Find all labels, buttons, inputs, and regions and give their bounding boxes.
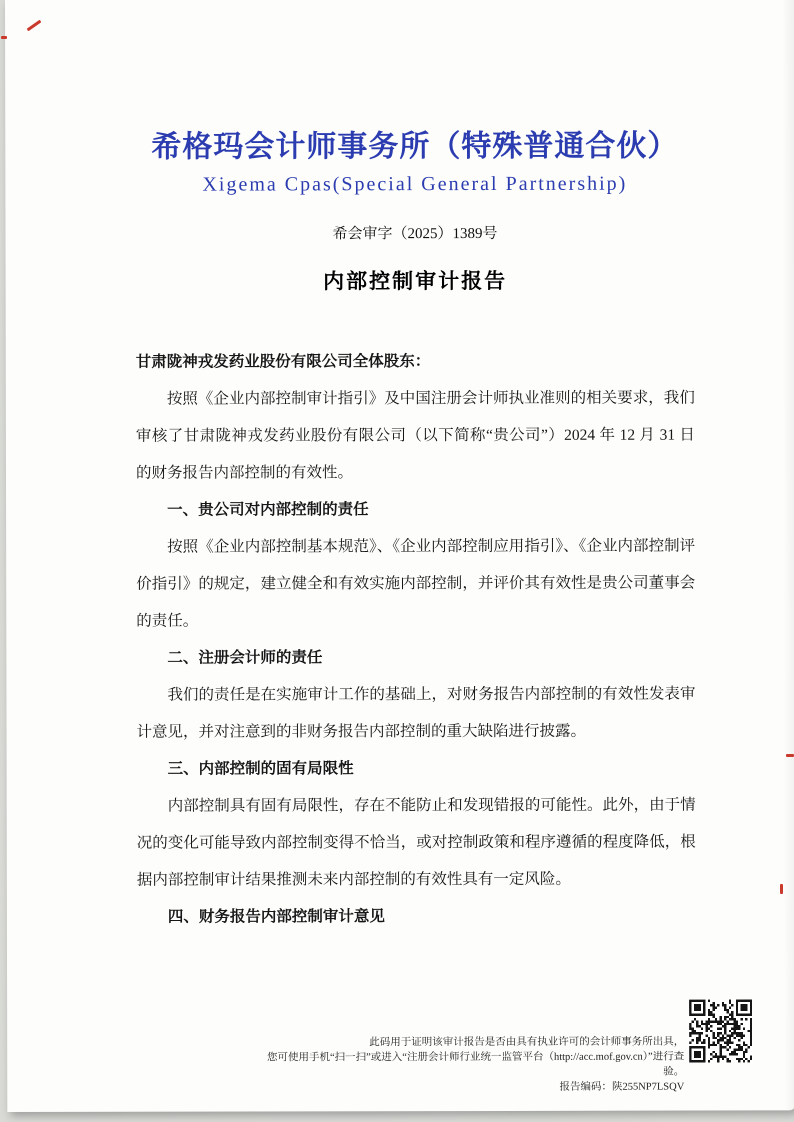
section-1-paragraph: 按照《企业内部控制基本规范》、《企业内部控制应用指引》、《企业内部控制评价指引》的规定，建立健全和有效实施内部控制，并评价其有效性是贵公司董事会的责任。 xyxy=(136,537,696,630)
section-3-paragraph: 内部控制具有固有局限性，存在不能防止和发现错报的可能性。此外，由于情况的变化可能导致内部控制变得不恰当，或对控制政策和程序遵循的程度降低，根据内部控制审计结果推测未来内部控制的有效性具有一定风险。 xyxy=(136,796,696,889)
section-4-heading: 四、财务报告内部控制审计意见 xyxy=(167,908,385,926)
intro-paragraph: 按照《企业内部控制审计指引》及中国注册会计师执业准则的相关要求，我们审核了甘肃陇神戎发药业股份有限公司（以下简称“贵公司”）2024 年 12 月 31 日的财务报告内部控制的有效性。 xyxy=(135,389,695,482)
report-body xyxy=(136,343,696,936)
firm-name-english: Xigema Cpas(Special General Partnership) xyxy=(202,172,628,196)
document-page xyxy=(5,0,794,1112)
verification-note xyxy=(252,1035,684,1096)
section-2-heading: 二、注册会计师的责任 xyxy=(167,649,323,667)
scan-artifact-mark xyxy=(786,754,794,757)
section-3-heading: 三、内部控制的固有局限性 xyxy=(167,760,354,778)
verification-text-line1: 此码用于证明该审计报告是否由具有执业许可的会计师事务所出具， xyxy=(369,1036,685,1049)
addressee-line: 甘肃陇神戎发药业股份有限公司全体股东： xyxy=(135,353,431,371)
scan-artifact-mark xyxy=(780,884,783,894)
document-number: 希会审字（2025）1389号 xyxy=(332,225,498,243)
section-2-paragraph: 我们的责任是在实施审计工作的基础上，对财务报告内部控制的有效性发表审计意见，并对注意到的非财务报告内部控制的重大缺陷进行披露。 xyxy=(136,685,696,741)
report-code: 报告编码：陕255NP7LSQV xyxy=(559,1081,685,1093)
report-title: 内部控制审计报告 xyxy=(323,269,508,294)
scan-artifact-mark xyxy=(1,36,7,39)
section-1-heading: 一、贵公司对内部控制的责任 xyxy=(167,501,369,519)
verification-text-line2: 您可使用手机“扫一扫”或进入“注册会计师行业统一监管平台（http://acc.mof.gov.cn）”进行查验。 xyxy=(266,1051,685,1078)
firm-name-chinese: 希格玛会计师事务所（特殊普通合伙） xyxy=(151,128,679,165)
document-content xyxy=(5,0,794,936)
verification-qr-code xyxy=(689,999,752,1062)
